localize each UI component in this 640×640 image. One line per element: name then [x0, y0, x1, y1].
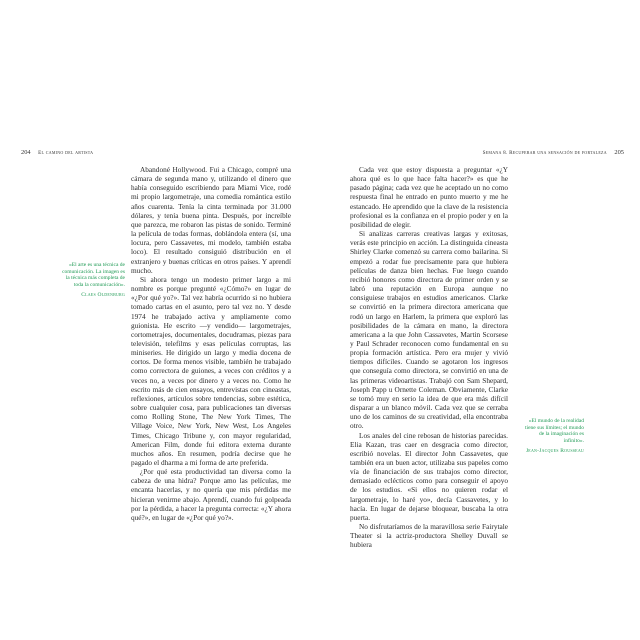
- paragraph: ¿Por qué esta productividad tan diversa como la cabeza de una hidra? Porque amo las películas, me encanta hacerlas, y no quería que mis pérdidas me hicieran venirme abajo. Aprendí, cuando fui golpeada por la pérdida, a hacer la pregunta correcta: «¿Y ahora qué?», en lugar de «¿Por qué yo?».: [131, 467, 291, 522]
- paragraph: Los anales del cine rebosan de historias parecidas. Elia Kazan, tras caer en desgracia como director, escribió novelas. El director John Cassavetes, que también era un buen actor, utilizaba sus papeles como vía de financiación de sus trabajos como director, demasiado eclécticos como para conseguir el apoyo de los estudios. «Si ellos no quieren rodar el largometraje, lo haré yo», decía Cassavetes, y lo hacía. En lugar de dejarse bloquear, buscaba la otra puerta.: [350, 430, 508, 522]
- paragraph: No disfrutaríamos de la maravillosa serie Fairytale Theater si la actriz-productora Shelley Duvall se hubiera: [350, 522, 508, 550]
- body-text-column: [131, 165, 291, 522]
- paragraph: Si ahora tengo un modesto primer largo a mi nombre es porque pregunté «¿Cómo?» en lugar de «¿Por qué yo?». Tal vez habría ocurrido si no hubiera tomado cartas en el asunto, pero tal vez no. Y desde 1974 he trabajado activa y ampliamente como guionista. He escrito —y vendido— largometrajes, cortometrajes, documentales, docudramas, piezas para televisión, telefilms y esas películas corruptas, las miniseries. He dirigido un largo y media docena de cortos. De forma menos visible, también he trabajado como correctora de guiones, a veces con créditos y a veces no, a veces por dinero y a veces no. Como he escrito más de cien ensayos, entrevistas con cineastas, reflexiones, artículos sobre tendencias, sobre estética, sobre cualquier cosa, para publicaciones tan diversas como Rolling Stone, The New York Times, The Village Voice, New York, New West, Los Angeles Times, Chicago Tribune y, con mayor regularidad, American Film, donde fui editora externa durante muchos años. En resumen, podría decirse que he pagado el dharma a mi forma de arte preferida.: [131, 274, 291, 467]
- quote-text: «El arte es una técnica de comunicación. La imagen es la técnica más completa de toda la comunicación».: [62, 262, 125, 288]
- page-number: 204: [21, 149, 31, 156]
- right-page: [320, 0, 640, 640]
- quote-attribution: Claes Oldenburg: [81, 292, 125, 299]
- margin-quote: [520, 418, 584, 455]
- left-page-header: [21, 149, 99, 156]
- quote-attribution: Jean-Jacques Rousseau: [525, 448, 584, 455]
- body-text-column: [350, 165, 508, 550]
- paragraph: Abandoné Hollywood. Fui a Chicago, compré una cámara de segunda mano y, utilizando el dinero que había conseguido escribiendo para Miami Vice, rodé mi propio largometraje, una comedia romántica estilo años cuarenta. Tenía la cinta terminada por 31.000 dólares, y tenía buena pinta. Después, por increíble que parezca, me robaron las pistas de sonido. Terminé la película de todas formas, doblándola entera (sí, una locura, pero Cassavetes, mi modelo, también estaba loco). El resultado consiguió distribución en el extranjero y buenas críticas en otros países. Y aprendí mucho.: [131, 165, 291, 275]
- running-head: El camino del artista: [38, 150, 94, 156]
- quote-text: «El mundo de la realidad tiene sus límites; el mundo de la imaginación es infinito».: [525, 418, 584, 444]
- paragraph: Cada vez que estoy dispuesta a preguntar «¿Y ahora qué es lo que hace falta hacer?» es que he pasado página; cada vez que he aceptado un no como respuesta final he entrado en punto muerto y me he estancado. He aprendido que la clave de la resistencia profesional es la confianza en el propio poder y en la posibilidad de elegir.: [350, 165, 508, 229]
- paragraph: Si analizas carreras creativas largas y exitosas, verás este principio en acción. La distinguida cineasta Shirley Clarke comenzó su carrera como bailarina. Si empezó a rodar fue precisamente para que hubiera películas de danza bien hechas. Fue luego cuando recibió honores como directora de primer orden y se labró una reputación en Europa aunque no consiguiese trabajos en estudios americanos. Clarke se convirtió en la primera directora americana que rodó un largo en Harlem, la primera que exploró las posibilidades de la cámara en mano, la directora americana a la que John Cassavetes, Martin Scorsese y Paul Schrader reconocen como fundamental en su propia formación artística. Pero era mujer y vivió tiempos difíciles. Cuando se agotaron los ingresos que conseguía como directora, se convirtió en una de las primeras videoartistas. Trabajó con Sam Shepard, Joseph Papp u Ornette Coleman. Obviamente, Clarke se tomó muy en serio la idea de que era más difícil disparar a un blanco móvil. Cada vez que se cerraba uno de los caminos de su creatividad, ella encontraba otro.: [350, 229, 508, 431]
- margin-quote: [60, 262, 125, 299]
- page-number: 205: [614, 149, 624, 156]
- right-page-header: [477, 149, 624, 156]
- running-head: Semana 8. Recuperar una sensación de fortaleza: [482, 150, 607, 156]
